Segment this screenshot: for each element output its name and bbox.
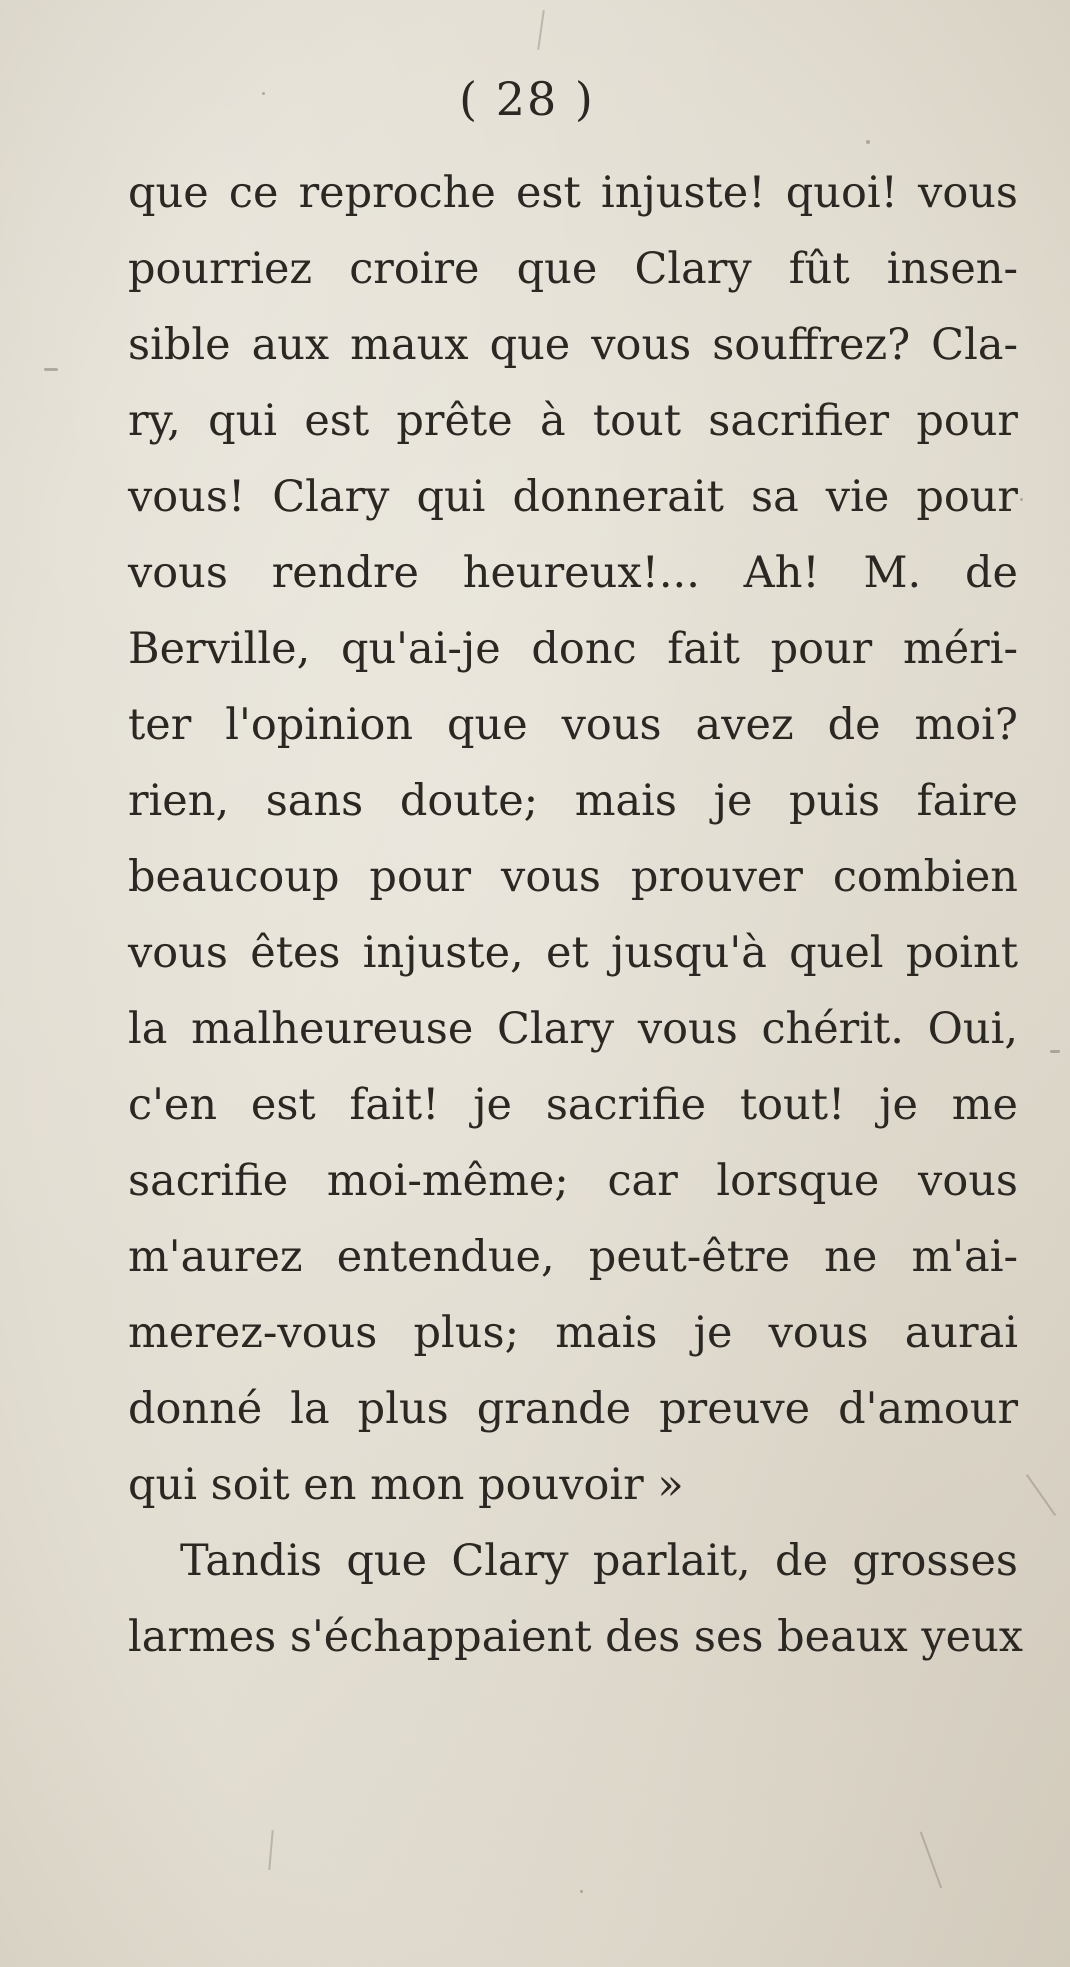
paper-speck	[1050, 1050, 1060, 1053]
text-line-15: m'aurez entendue, peut-être ne m'ai-	[128, 1232, 1018, 1282]
text-line-14: sacrifie moi-même; car lorsque vous	[128, 1156, 1018, 1206]
text-line-2: pourriez croire que Clary fût insen-	[128, 244, 1018, 294]
text-line-11: vous êtes injuste, et jusqu'à quel point	[128, 928, 1018, 978]
paper-speck	[580, 1890, 583, 1893]
text-line-3: sible aux maux que vous souffrez? Cla-	[128, 320, 1018, 370]
text-line-8: ter l'opinion que vous avez de moi?	[128, 700, 1018, 750]
paper-speck	[1020, 498, 1023, 501]
text-line-5: vous! Clary qui donnerait sa vie pour	[128, 472, 1018, 522]
text-line-16: merez-vous plus; mais je vous aurai	[128, 1308, 1018, 1358]
text-line-13: c'en est fait! je sacrifie tout! je me	[128, 1080, 1018, 1130]
page-number: ( 28 )	[459, 72, 595, 126]
body-text	[128, 155, 1024, 1675]
text-line-4: ry, qui est prête à tout sacrifier pour	[128, 396, 1018, 446]
text-line-18: qui soit en mon pouvoir »	[128, 1460, 684, 1510]
paper-fiber	[920, 1831, 942, 1888]
paper-speck	[44, 368, 58, 371]
text-line-20: larmes s'échappaient des ses beaux yeux	[128, 1612, 1024, 1662]
paper-speck	[866, 140, 870, 144]
paper-fiber	[537, 10, 545, 50]
text-line-6: vous rendre heureux!... Ah! M. de	[128, 548, 1018, 598]
text-line-10: beaucoup pour vous prouver combien	[128, 852, 1018, 902]
text-line-1: que ce reproche est injuste! quoi! vous	[128, 168, 1018, 218]
paper-fiber	[268, 1830, 273, 1870]
text-line-17: donné la plus grande preuve d'amour	[128, 1384, 1018, 1434]
text-line-12: la malheureuse Clary vous chérit. Oui,	[128, 1004, 1018, 1054]
paper-fiber	[1026, 1474, 1056, 1516]
text-line-19: Tandis que Clary parlait, de grosses	[180, 1536, 1018, 1586]
text-line-7: Berville, qu'ai-je donc fait pour méri-	[128, 624, 1018, 674]
text-line-9: rien, sans doute; mais je puis faire	[128, 776, 1018, 826]
